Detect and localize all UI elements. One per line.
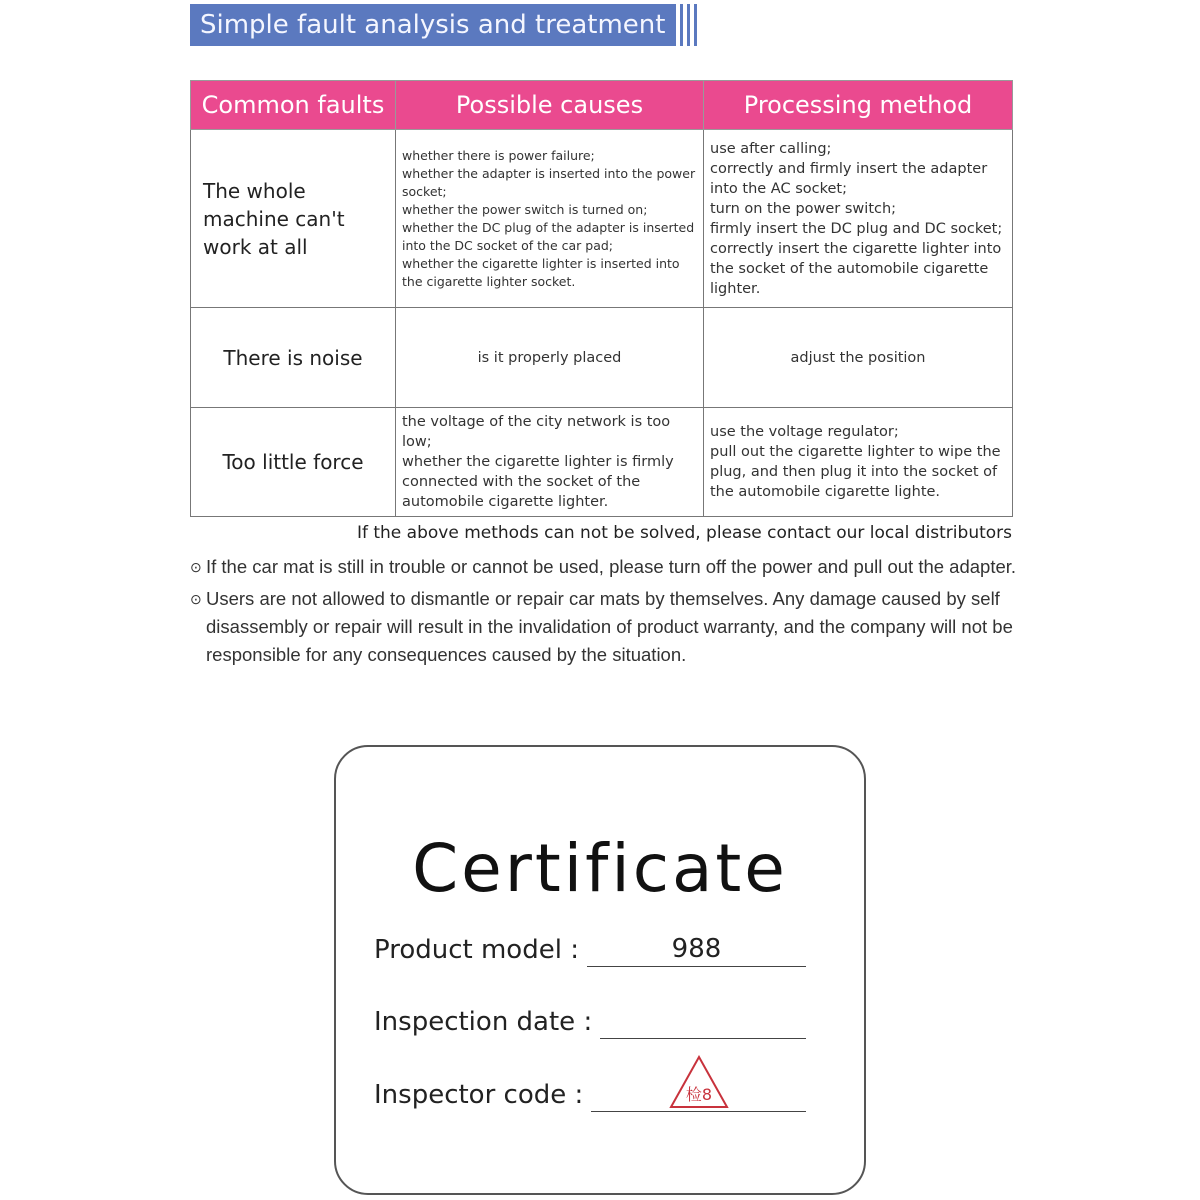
method-line: correctly insert the cigarette lighter into the socket of the automobile cigarette lighter. — [710, 240, 1002, 297]
table-row — [191, 130, 1013, 308]
method-line: turn on the power switch; — [710, 200, 897, 217]
method-line: use the voltage regulator; — [710, 424, 899, 440]
causes-cell: is it properly placed — [396, 308, 704, 408]
table-row — [191, 408, 1013, 517]
product-model-label: Product model : — [374, 935, 579, 965]
inspection-stamp-icon — [669, 1055, 729, 1109]
note-item — [190, 585, 1030, 669]
inspector-code-line — [591, 1077, 806, 1112]
cause-line: whether the cigarette lighter is inserted into the cigarette lighter socket. — [402, 255, 680, 289]
method-line: firmly insert the DC plug and DC socket; — [710, 220, 1003, 237]
fault-cell: There is noise — [191, 308, 396, 408]
table-header-row — [191, 81, 1013, 130]
header-processing-method: Processing method — [704, 81, 1013, 130]
product-model-value: 988 — [587, 932, 806, 967]
causes-cell — [396, 408, 704, 517]
inspection-date-label: Inspection date : — [374, 1007, 593, 1037]
cause-line: whether the adapter is inserted into the power socket; — [402, 165, 696, 199]
fault-cell: Too little force — [191, 408, 396, 517]
fault-cell: The whole machine can't work at all — [191, 130, 396, 308]
fault-table — [190, 80, 1013, 517]
cause-line: whether the cigarette lighter is firmly connected with the socket of the automobile cigarette lighter. — [402, 454, 674, 510]
certificate-title: Certificate — [412, 830, 788, 907]
methods-cell — [704, 408, 1013, 517]
cause-line: whether there is power failure; — [402, 147, 595, 163]
product-model-row — [374, 927, 806, 967]
methods-cell: adjust the position — [704, 308, 1013, 408]
header-possible-causes: Possible causes — [396, 81, 704, 130]
cause-line: the voltage of the city network is too low; — [402, 414, 671, 450]
note-text: Users are not allowed to dismantle or repair car mats by themselves. Any damage caused by self disassembly or repair will result in the invalidation of product warranty, and the company will not be responsible for any consequences caused by the situation. — [206, 588, 1013, 665]
inspector-code-row — [374, 1072, 806, 1112]
table-footnote: If the above methods can not be solved, please contact our local distributors — [356, 523, 1012, 543]
table-row — [191, 308, 1013, 408]
methods-cell — [704, 130, 1013, 308]
method-line: use after calling; — [710, 140, 832, 157]
bullet-circle-icon: ⊙ — [190, 591, 202, 607]
banner-decoration — [678, 4, 702, 46]
bullet-circle-icon: ⊙ — [190, 559, 202, 575]
stamp-text: 检8 — [685, 1085, 712, 1104]
header-common-faults: Common faults — [191, 81, 396, 130]
notes-list — [190, 553, 1030, 669]
causes-cell — [396, 130, 704, 308]
note-item — [190, 553, 1030, 581]
inspection-date-value — [600, 1004, 806, 1039]
method-line: pull out the cigarette lighter to wipe the plug, and then plug it into the socket of the automobile cigarette lighte. — [710, 444, 1001, 500]
cause-line: whether the DC plug of the adapter is inserted into the DC socket of the car pad; — [402, 219, 695, 253]
certificate-card — [334, 745, 866, 1195]
section-banner: Simple fault analysis and treatment — [190, 4, 676, 46]
method-line: correctly and firmly insert the adapter into the AC socket; — [710, 160, 988, 197]
note-text: If the car mat is still in trouble or cannot be used, please turn off the power and pull out the adapter. — [206, 556, 1017, 577]
inspection-date-row — [374, 999, 806, 1039]
inspector-code-label: Inspector code : — [374, 1080, 584, 1110]
cause-line: whether the power switch is turned on; — [402, 201, 648, 217]
